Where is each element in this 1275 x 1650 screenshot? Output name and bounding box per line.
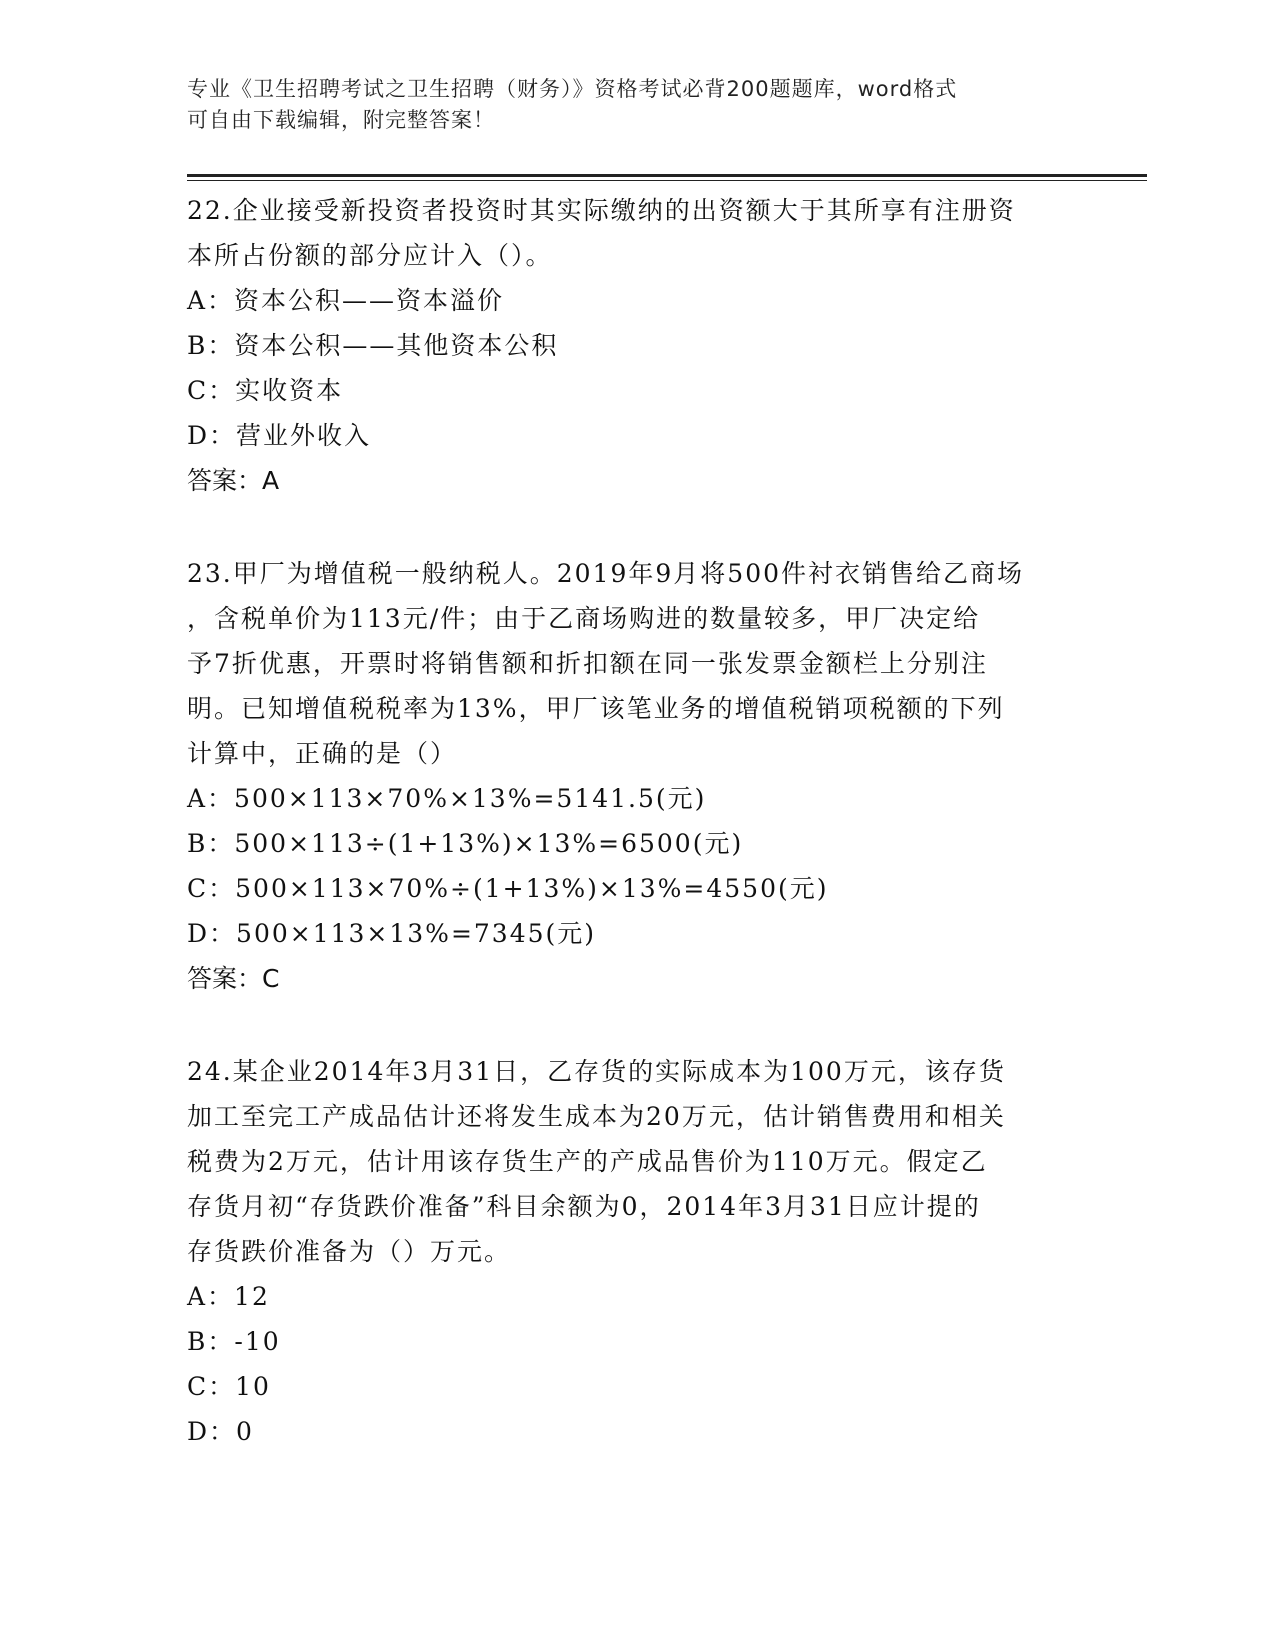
question-22 [187,188,1087,503]
option-d: D：营业外收入 [187,421,372,450]
question-text-line: 本所占份额的部分应计入（）。 [187,241,553,270]
question-text-line: 加工至完工产成品估计还将发生成本为20万元，估计销售费用和相关 [187,1102,1006,1131]
question-23 [187,551,1087,1001]
question-24 [187,1049,1087,1454]
header-divider-thick [187,174,1147,177]
question-text-line: 24.某企业2014年3月31日，乙存货的实际成本为100万元，该存货 [187,1057,1006,1086]
document-header [187,74,1067,136]
option-a: A：500×113×70%×13%=5141.5(元) [187,784,707,813]
option-b: B：500×113÷(1+13%)×13%=6500(元) [187,829,744,858]
option-d: D：0 [187,1417,254,1446]
option-c: C：10 [187,1372,271,1401]
question-text-line: 明。已知增值税税率为13%，甲厂该笔业务的增值税销项税额的下列 [187,694,1005,723]
question-text-line: 税费为2万元，估计用该存货生产的产成品售价为110万元。假定乙 [187,1147,988,1176]
option-b: B：资本公积——其他资本公积 [187,331,559,360]
header-line-1: 专业《卫生招聘考试之卫生招聘（财务）》资格考试必背200题题库，word格式 [187,77,958,101]
question-text-line: ，含税单价为113元/件；由于乙商场购进的数量较多，甲厂决定给 [187,604,981,633]
question-text-line: 存货跌价准备为（）万元。 [187,1237,512,1266]
answer-line: 答案：C [187,964,280,993]
header-divider-thin [187,180,1147,181]
option-a: A：资本公积——资本溢价 [187,286,505,315]
question-text-line: 存货月初“存货跌价准备”科目余额为0，2014年3月31日应计提的 [187,1192,981,1221]
option-d: D：500×113×13%=7345(元) [187,919,597,948]
question-text-line: 22.企业接受新投资者投资时其实际缴纳的出资额大于其所享有注册资 [187,196,1016,225]
option-b: B：-10 [187,1327,281,1356]
option-a: A：12 [187,1282,270,1311]
question-text-line: 23.甲厂为增值税一般纳税人。2019年9月将500件衬衣销售给乙商场 [187,559,1025,588]
question-text-line: 予7折优惠，开票时将销售额和折扣额在同一张发票金额栏上分别注 [187,649,988,678]
question-text-line: 计算中，正确的是（） [187,739,458,768]
option-c: C：实收资本 [187,376,344,405]
header-line-2: 可自由下载编辑，附完整答案！ [187,108,495,132]
option-c: C：500×113×70%÷(1+13%)×13%=4550(元) [187,874,829,903]
answer-line: 答案：A [187,466,280,495]
